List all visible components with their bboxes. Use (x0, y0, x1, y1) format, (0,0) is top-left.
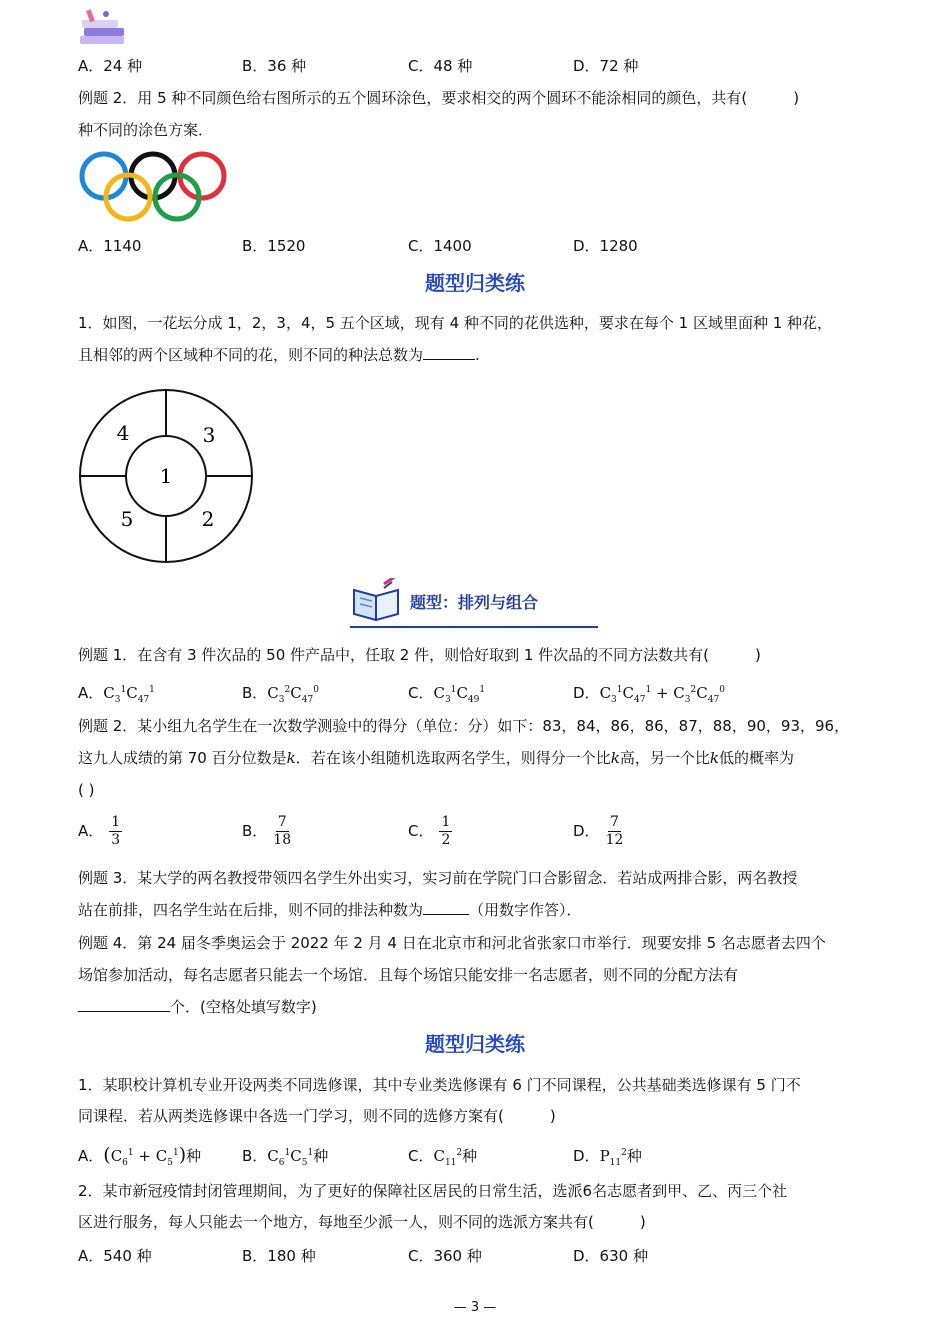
question-text (78, 900, 582, 920)
region-5-label: 5 (120, 507, 134, 531)
option-label: D． (573, 822, 600, 840)
option-label: D． (573, 684, 600, 702)
answer-paren-close: ) (639, 1213, 646, 1231)
denominator: 3 (111, 832, 121, 848)
answer-paren-close: ) (793, 89, 800, 107)
option-c (408, 1143, 477, 1173)
option-a (78, 680, 155, 710)
question-fragment: 这九人成绩的第 70 百分位数是 (78, 749, 287, 767)
option-a: A．24 种 (78, 57, 143, 75)
question-text (78, 645, 761, 665)
region-1-label: 1 (159, 464, 173, 488)
option-a: A．1140 (78, 237, 142, 255)
fraction (109, 814, 122, 849)
numerator: 7 (277, 814, 287, 830)
answer-paren-close: ) (755, 646, 761, 664)
option-label: A． (78, 684, 104, 702)
fraction (439, 814, 452, 849)
question-text (78, 345, 480, 365)
question-text (78, 997, 317, 1017)
banner-title: 题型：排列与组合 (410, 593, 539, 612)
question-fragment: （用数字作答）． (469, 901, 582, 919)
option-c (408, 680, 485, 710)
question-text (78, 748, 794, 768)
option-b (242, 814, 291, 849)
section-title: 题型归类练 (425, 271, 525, 295)
answer-blank (78, 1011, 170, 1012)
denominator: 18 (273, 832, 292, 848)
answer-blank (423, 359, 475, 360)
option-label: C． (408, 1147, 434, 1165)
option-label: B． (242, 1147, 268, 1165)
option-c: C．48 种 (408, 57, 473, 75)
question-line: 1．某职校计算机专业开设两类不同选修课，其中专业类选修课有 6 门不同课程，公共基础类选修课有 5 门不 (78, 1076, 801, 1094)
option-d: D．1280 (573, 237, 638, 255)
unit: 种 (626, 1147, 642, 1165)
option-label: A． (78, 822, 104, 840)
option-c (408, 814, 452, 849)
question-line: 例题 1．在含有 3 件次品的 50 件产品中，任取 2 件，则恰好取到 1 件次品的不同方法数共有( (78, 646, 710, 664)
answer-paren-close: ) (549, 1107, 556, 1125)
question-fragment: 高，另一个比 (619, 749, 710, 767)
question-line: 区进行服务，每人只能去一个地方，每地至少派一人，则不同的选派方案共有( (78, 1213, 594, 1231)
answer-blank (423, 914, 469, 915)
variable-k: k (709, 749, 719, 767)
option-formula: $C_3^1C_{49}^1$ (433, 684, 486, 705)
numerator: 1 (441, 814, 451, 830)
unit: 种 (186, 1147, 202, 1165)
numerator: 1 (111, 814, 121, 830)
option-formula: $P_{11}^2$ (599, 1147, 627, 1168)
option-label: B． (242, 684, 268, 702)
option-a: A．540 种 (78, 1247, 152, 1265)
question-line: 例题 2．某小组九名学生在一次数学测验中的得分（单位：分）如下：83，84，86，86，87，88，90，93，96， (78, 717, 850, 735)
region-3-label: 3 (202, 423, 216, 447)
question-text (78, 88, 799, 108)
option-label: D． (573, 1147, 600, 1165)
question-fragment: 个．(空格处填写数字) (170, 998, 317, 1016)
option-formula: $C_{11}^2$ (433, 1147, 463, 1168)
option-c: C．1400 (408, 237, 472, 255)
question-line: 种不同的涂色方案． (78, 121, 214, 139)
option-d: D．630 种 (573, 1247, 648, 1265)
variable-k: k (610, 749, 620, 767)
fraction (606, 814, 624, 849)
option-b: B．36 种 (242, 57, 307, 75)
option-label: C． (408, 684, 434, 702)
question-text (78, 1106, 556, 1126)
period: . (475, 346, 480, 364)
olympic-rings-figure (76, 150, 232, 224)
numerator: 7 (610, 814, 619, 830)
question-line: 2．某市新冠疫情封闭管理期间，为了更好的保障社区居民的日常生活，选派6名志愿者到甲、乙、丙三个社 (78, 1182, 788, 1200)
question-line: 场馆参加活动，每名志愿者只能去一个场馆．且每个场馆只能安排一名志愿者，则不同的分配方法有 (78, 966, 739, 984)
option-formula: $C_6^1C_5^1$ (267, 1147, 314, 1168)
question-line: 1．如图，一花坛分成 1，2，3，4，5 五个区域，现有 4 种不同的花供选种，要求在每个 1 区域里面种 1 种花， (78, 314, 833, 332)
question-text (78, 1212, 646, 1232)
option-d (573, 680, 725, 710)
option-a (78, 1143, 201, 1173)
book-icon (350, 578, 406, 624)
option-label: B． (242, 822, 268, 840)
denominator: 12 (605, 832, 624, 848)
question-line: 同课程．若从两类选修课中各选一门学习，则不同的选修方案有( (78, 1107, 504, 1125)
option-d (573, 814, 623, 849)
page-number: — 3 — (453, 1300, 497, 1315)
question-line: 站在前排，四名学生站在后排，则不同的排法种数为 (78, 901, 424, 919)
question-line: 例题 3．某大学的两名教授带领四名学生外出实习，实习前在学院门口合影留念．若站成两排合影，两名教授 (78, 869, 798, 887)
option-label: C． (408, 822, 434, 840)
question-fragment: 低的概率为 (718, 749, 794, 767)
section-title: 题型归类练 (425, 1032, 525, 1056)
books-icon (76, 6, 132, 50)
option-d: D．72 种 (573, 57, 639, 75)
denominator: 2 (441, 832, 451, 848)
unit: 种 (462, 1147, 478, 1165)
fraction (273, 814, 291, 849)
region-4-label: 4 (116, 421, 130, 445)
answer-paren: ( ) (78, 781, 95, 799)
question-line: 且相邻的两个区域种不同的花，则不同的种法总数为 (78, 346, 424, 364)
flower-bed-figure (78, 388, 256, 564)
option-b: B．1520 (242, 237, 306, 255)
question-fragment: ．若在该小组随机选取两名学生，则得分一个比 (295, 749, 611, 767)
option-d (573, 1143, 642, 1173)
variable-k: k (286, 749, 296, 767)
option-formula: $C_3^1C_{47}^1$ (103, 684, 155, 705)
option-formula: $C_3^2C_{47}^0$ (267, 684, 319, 705)
option-a (78, 814, 122, 849)
question-line: 例题 2．用 5 种不同颜色给右图所示的五个圆环涂色，要求相交的两个圆环不能涂相同的颜色，共有( (78, 89, 748, 107)
option-c: C．360 种 (408, 1247, 482, 1265)
option-formula: $C_3^1C_{47}^1 + C_3^2C_{47}^0$ (599, 684, 725, 705)
option-b (242, 680, 319, 710)
unit: 种 (313, 1147, 329, 1165)
option-formula: $(C_6^1 + C_5^1)$ (103, 1144, 187, 1168)
option-label: A． (78, 1147, 104, 1165)
option-b (242, 1143, 328, 1173)
question-line: 例题 4．第 24 届冬季奥运会于 2022 年 2 月 4 日在北京市和河北省张家口市举行．现要安排 5 名志愿者去四个 (78, 934, 826, 952)
option-b: B．180 种 (242, 1247, 316, 1265)
region-2-label: 2 (201, 507, 215, 531)
banner-underline (350, 626, 598, 628)
